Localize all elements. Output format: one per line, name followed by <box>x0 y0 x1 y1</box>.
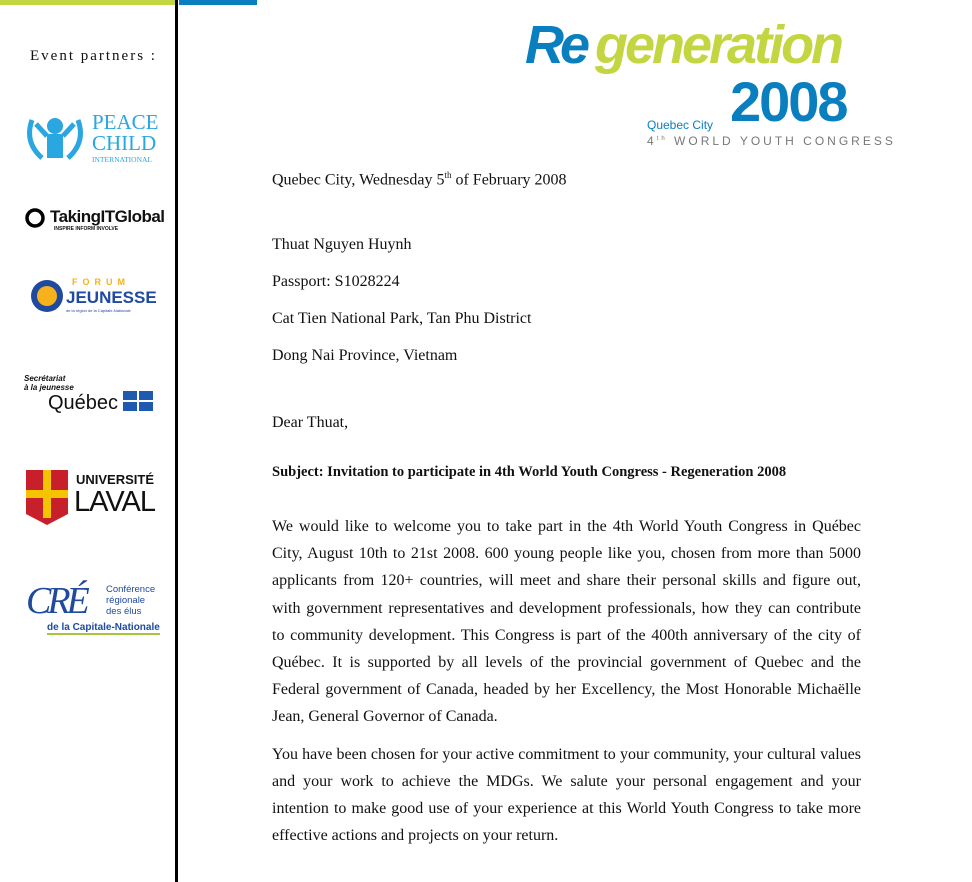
peace-child-logo <box>22 112 167 164</box>
logo-city: Quebec City <box>647 118 714 132</box>
date-prefix: Quebec City, Wednesday 5 <box>272 171 445 189</box>
quebec-text: Québec <box>48 392 119 414</box>
cre-line: régionale <box>106 595 146 606</box>
top-accent-blue <box>179 0 257 5</box>
logo-congress-sup: th <box>656 136 668 142</box>
forum-text: FORUM <box>72 277 130 287</box>
tig-name: TakingITGlobal <box>50 207 165 226</box>
recipient-name: Thuat Nguyen Huynh <box>272 236 412 253</box>
international-text: INTERNATIONAL <box>92 155 152 164</box>
laval-shield-icon <box>26 470 68 525</box>
subject-line: Subject: Invitation to participate in 4th World Youth Congress - Regeneration 2008 <box>272 464 787 480</box>
logo-generation: generation <box>595 15 842 75</box>
logo-congress <box>647 135 896 147</box>
logo-congress-text: WORLD YOUTH CONGRESS <box>674 134 896 148</box>
quebec-flag-icon <box>123 391 153 411</box>
logo-re: Re <box>525 15 587 75</box>
tig-swirl-icon <box>24 206 46 230</box>
date-suffix: of February 2008 <box>451 171 567 189</box>
body-paragraph-1: We would like to welcome you to take part in the 4th World Youth Congress in Québec City, August 10th to 21st 2008. 600 young people like you, chosen from more than 5000 applicants from 120+ countries, will meet and share their personal skills and figure out, with government representatives and development professionals, how they can contribute to community development. This Congress is part of the 400th anniversary of the city of Québec. It is supported by all levels of the provincial government of Quebec and the Federal government of Canada, headed by her Excellency, the Most Honorable Michaëlle Jean, General Governor of Canada. <box>272 518 861 726</box>
cre-region-text: de la Capitale-Nationale <box>47 622 160 633</box>
top-accent-green <box>0 0 175 5</box>
forum-region-text: de la région de la Capitale-Nationale <box>66 308 131 313</box>
universite-text: UNIVERSITÉ <box>76 472 155 487</box>
body-paragraph-2: You have been chosen for your active commitment to your community, your cultural values and your work to achieve the MDGs. We salute your personal engagement and your intention to make good use of your experience at this World Youth Congress to take more effective actions and projects on your return. <box>272 745 861 845</box>
date-sup: th <box>444 170 452 180</box>
jeunesse-text: JEUNESSE <box>66 288 157 307</box>
letter-body <box>272 513 861 859</box>
tig-tagline: INSPIRE INFORM INVOLVE <box>54 226 119 232</box>
recipient-address-1: Cat Tien National Park, Tan Phu District <box>272 310 532 327</box>
recipient-address-2: Dong Nai Province, Vietnam <box>272 347 458 364</box>
child-text: CHILD <box>92 131 157 155</box>
letter-date <box>272 170 567 189</box>
universite-laval-logo <box>26 470 155 530</box>
regeneration-2008-logo <box>525 14 915 154</box>
sidebar-divider <box>175 0 178 882</box>
logo-congress-num: 4 <box>647 134 657 148</box>
jeunesse-line: à la jeunesse <box>24 383 74 392</box>
cre-line: des élus <box>106 606 142 617</box>
secretariat-text: Secrétariat <box>24 374 66 383</box>
cre-line: Conférence <box>106 584 156 595</box>
peace-text: PEACE <box>92 110 159 134</box>
cre-text: CRÉ <box>26 580 86 622</box>
partners-label: Event partners : <box>30 48 157 64</box>
logo-year: 2008 <box>730 70 847 133</box>
laval-text: LAVAL <box>74 486 155 518</box>
secretariat-jeunesse-logo <box>24 374 119 414</box>
salutation: Dear Thuat, <box>272 414 349 431</box>
cre-lines <box>106 584 155 617</box>
peace-child-emblem-icon <box>22 112 88 162</box>
forum-sun-icon <box>30 278 64 314</box>
recipient-passport: Passport: S1028224 <box>272 273 400 290</box>
